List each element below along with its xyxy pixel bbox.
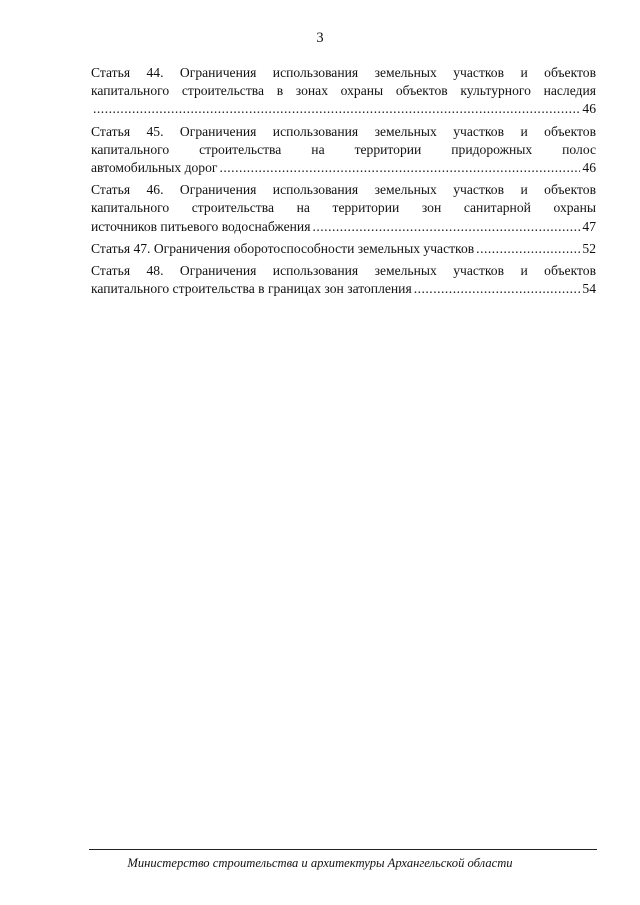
toc-page-number: 52 (582, 240, 596, 256)
footer-text: Министерство строительства и архитектуры Архангельской области (127, 856, 513, 870)
dot-leader (219, 159, 580, 177)
toc-entry-title-tail: автомобильных дорог (91, 160, 218, 176)
dot-leader (414, 280, 581, 298)
toc-entry-title-tail: Статья 47. Ограничения оборотоспособности земельных участков (91, 240, 475, 256)
toc-entry-leader-line (91, 280, 596, 298)
toc-entry-title-line: Статья 45. Ограничения использования земельных участков и объектов (91, 123, 596, 139)
toc-entry-article-44[interactable] (91, 64, 596, 119)
toc-entry-title-tail: источников питьевого водоснабжения (91, 218, 311, 234)
dot-leader (93, 100, 580, 118)
page-number: 3 (316, 30, 324, 46)
toc-page-number: 54 (582, 281, 596, 297)
toc-entry-title-line: капитального строительства на территории придорожных полос (91, 141, 596, 157)
toc-entry-leader-line (91, 100, 596, 118)
toc-entry-title-line: капитального строительства в зонах охраны объектов культурного наследия (91, 83, 596, 99)
toc-entry-title-line: Статья 48. Ограничения использования земельных участков и объектов (91, 263, 596, 279)
toc-entry-leader-line (91, 159, 596, 177)
toc-entry-title-line: капитального строительства на территории зон санитарной охраны (91, 200, 596, 216)
toc-entry-title-line: Статья 46. Ограничения использования земельных участков и объектов (91, 182, 596, 198)
footer-divider (89, 849, 597, 850)
toc-entry-leader-line (91, 240, 596, 258)
dot-leader (312, 218, 580, 236)
table-of-contents (91, 64, 596, 302)
toc-entry-article-47[interactable] (91, 240, 596, 258)
toc-entry-leader-line (91, 218, 596, 236)
toc-page-number: 47 (582, 218, 596, 234)
toc-entry-article-46[interactable] (91, 181, 596, 236)
toc-entry-title-line: Статья 44. Ограничения использования земельных участков и объектов (91, 65, 596, 80)
dot-leader (476, 240, 580, 258)
toc-page-number: 46 (582, 160, 596, 176)
toc-entry-article-48[interactable] (91, 262, 596, 298)
toc-page-number: 46 (582, 101, 596, 117)
toc-entry-title-tail: капитального строительства в границах зон затопления (91, 281, 412, 297)
toc-entry-article-45[interactable] (91, 123, 596, 178)
